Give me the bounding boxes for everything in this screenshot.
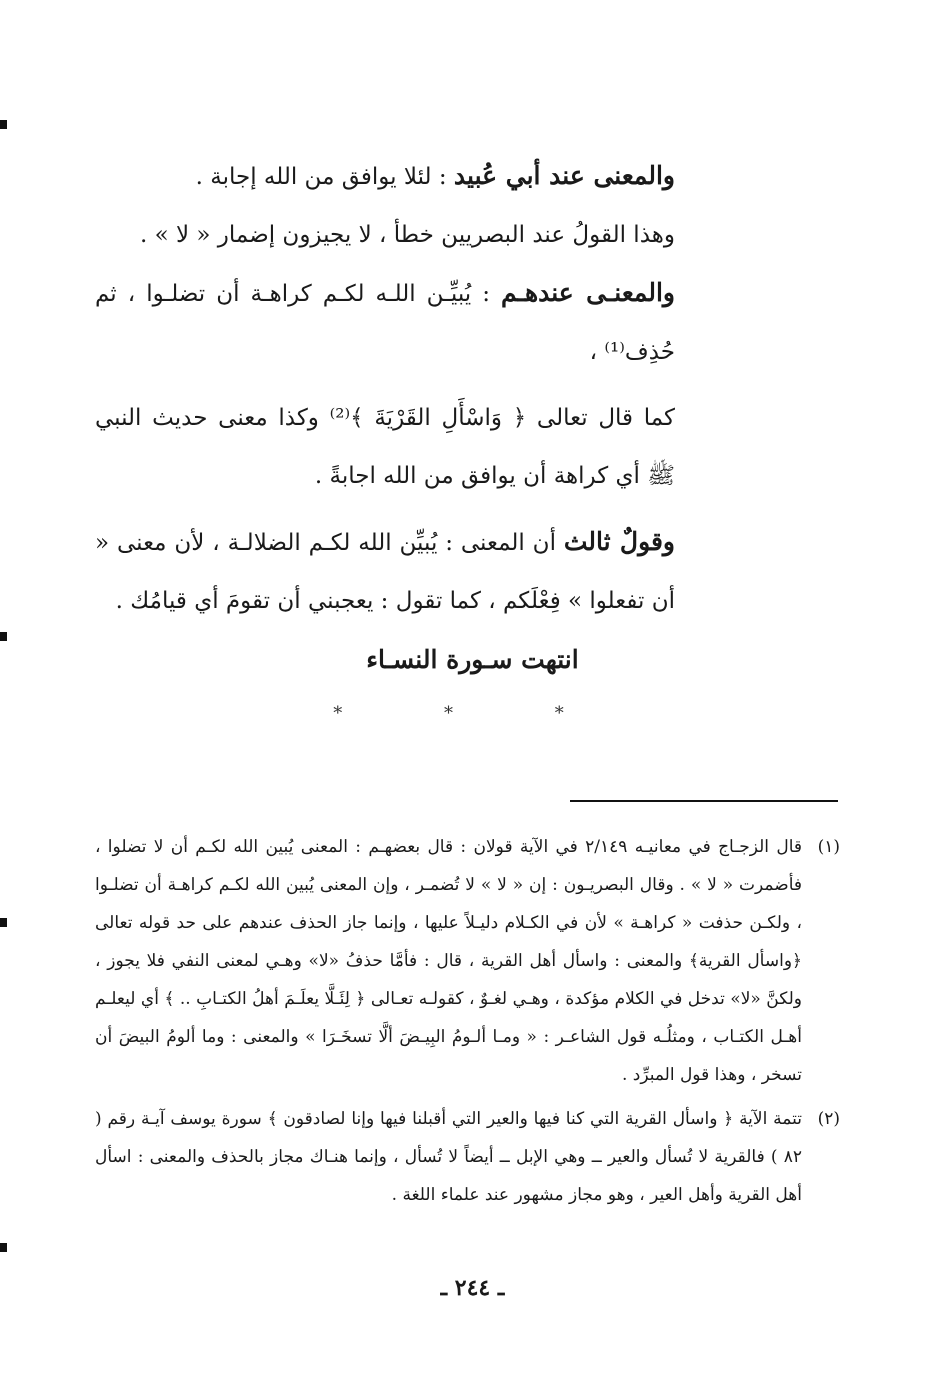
paragraph-lead: والمعنـى عندهـم [500,278,675,307]
paragraph-text: : لئلا يوافق من الله إجابة . [195,164,454,190]
scan-edge-mark [0,120,7,129]
footnote-text: قال الزجـاج في معانيـه ٢/١٤٩ في الآية قولان : قال بعضهـم : المعنى يُبين الله لكـم أن لا تضلوا ، فأضمرت « لا » . وقال البصريـون : إن « لا » لا تُضمـر ، وإن المعنى يُبين الله لكـم كراهـة أن تضلـوا ، ولكـن حذفت « كراهـة » لأن في الكـلام دليـلاً عليها ، وإنما جاز الحذف عندهم على حد قوله تعالى ﴿واسأل القرية﴾ والمعنى : واسأل أهل القرية ، قال : فأمَّا حذفُ «لا» وهـي لمعنى النفي فلا يجوز ، ولكنَّ «لا» تدخل في الكلام مؤكدة ، وهـي لغـوٌ ، كقولـه تعـالى ﴿ لِئَـلَّا يعلَـمَ أهلُ الكتـابِ .. ﴾ أي ليعلـم أهـل الكتـاب ، ومثلُـه قول الشاعـر : « ومـا ألـومُ البِيـضَ ألَّا تسخَـرَا » والمعنى : وما ألومُ البيضَ أن تسخر ، وهذا قول المبرِّد . [95,837,802,1085]
scan-edge-mark [0,1243,7,1252]
paragraph-quran-citation: كما قال تعالى ﴿ وَاسْأَلِ القَرْيَةَ ﴾⁽²⁾ وكذا معنى حديث النبي ﷺ أي كراهة أن يوافق من الله اجابةً . [95,405,675,489]
paragraph-basrans: وهذا القولُ عند البصريين خطأ ، لا يجيزون إضمار « لا » . [139,222,675,248]
main-text [95,147,675,630]
paragraph-lead: وقولٌ ثالث [563,527,676,556]
footnotes [95,828,840,1220]
paragraph-their-meaning [95,264,675,381]
paragraph-text: أن المعنى : يُبيِّن الله لكـم الضلالـة ، لأن معنى « أن تفعلوا » فِعْلَكم ، كما تقول : يعجبني أن تقومَ أي قيامُك . [95,530,675,614]
paragraph-gap [95,505,675,513]
footnote-text: تتمة الآية ﴿ واسأل القرية التي كنا فيها والعير التي أقبلنا فيها وإنا لصادقون ﴾ سورة يوسف آيـة رقم ( ٨٢ ) فالقرية لا تُسأل والعير ــ وهي الإبل ــ أيضاً لا تُسأل ، وإنما هنـاك مجاز بالحذف والمعنى : اسأل أهل القرية وأهل العير ، وهو مجاز مشهور عند علماء اللغة . [95,1109,802,1205]
footnote-number: (١) [817,837,840,857]
paragraph-lead: والمعنى عند أبي عُبيد [453,161,675,190]
scan-edge-mark [0,918,7,927]
separator-stars: * * * [333,703,612,724]
footnote-number: (٢) [817,1109,840,1129]
chapter-end-heading: انتهت سـورة النسـاء [366,645,579,674]
paragraph-abu-ubaid [95,147,675,206]
scan-edge-mark [0,632,7,641]
footnote-divider [570,800,838,802]
page-number: ـ ٢٤٤ ـ [440,1275,505,1301]
paragraph-text: : يُبيِّـن اللـه لكـم كراهـة أن تضلـوا ، ثم حُذِف⁽¹⁾ ، [95,281,675,365]
paragraph-third-opinion [95,513,675,630]
footnote-2 [95,1100,840,1214]
paragraph-gap [95,381,675,389]
footnote-1 [95,828,840,1094]
